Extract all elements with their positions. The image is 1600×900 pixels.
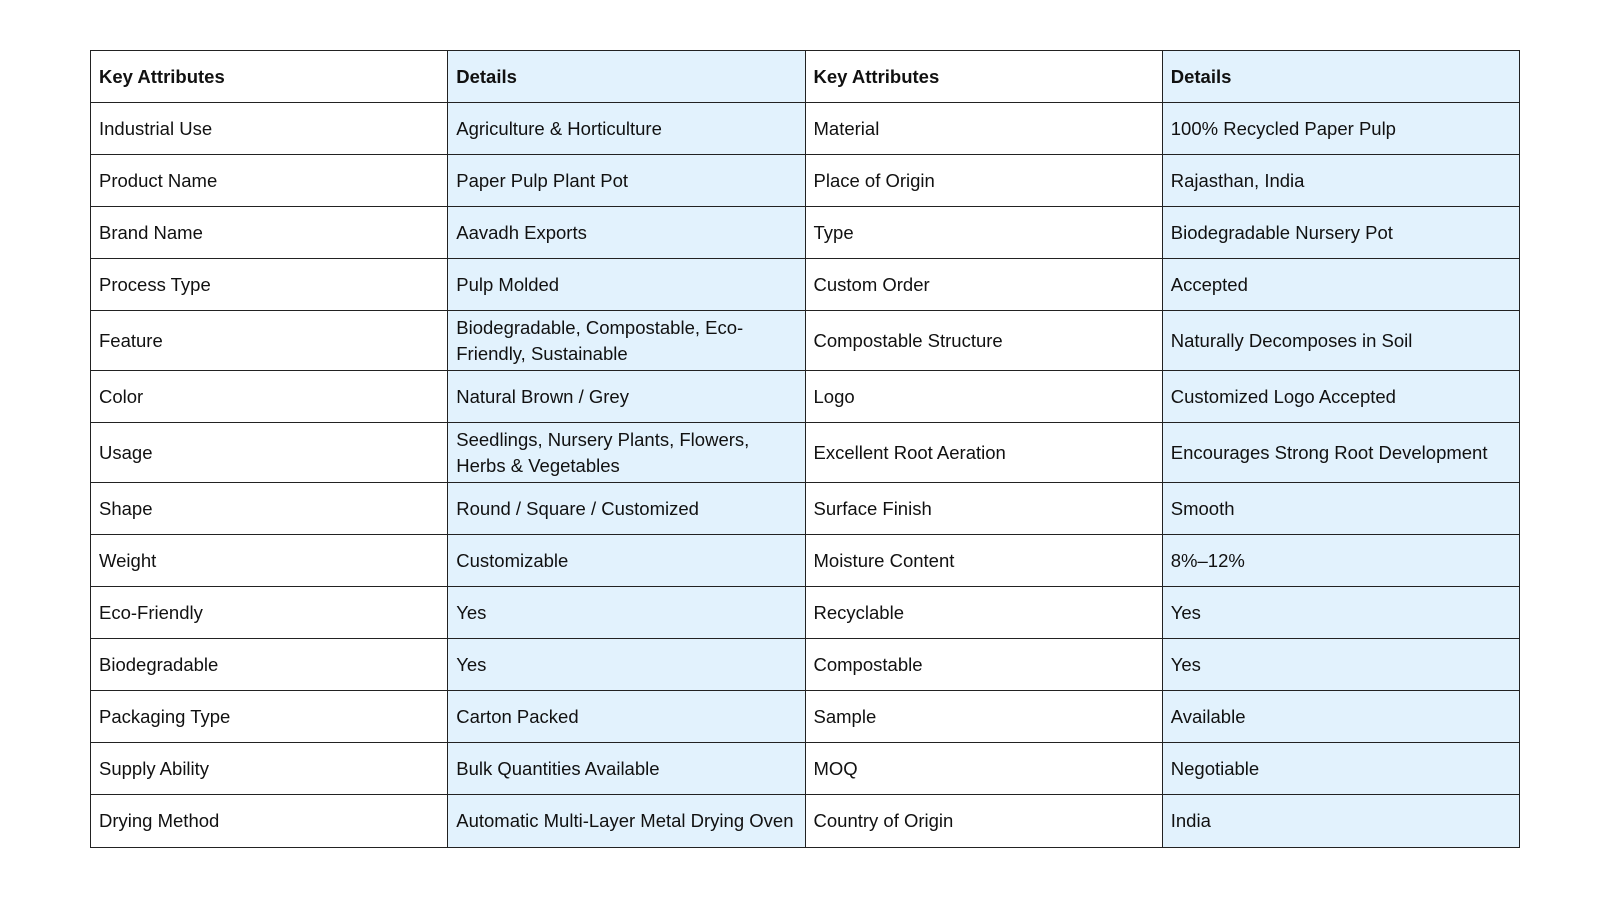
table-row xyxy=(91,155,1520,207)
attribute-value: Carton Packed xyxy=(448,691,805,743)
table-row xyxy=(91,587,1520,639)
attribute-name: Recyclable xyxy=(805,587,1162,639)
attribute-value: Round / Square / Customized xyxy=(448,483,805,535)
header-details-2: Details xyxy=(1162,51,1519,103)
attribute-name: Shape xyxy=(91,483,448,535)
attribute-name: Place of Origin xyxy=(805,155,1162,207)
attribute-name: Feature xyxy=(91,311,448,371)
attribute-value: Pulp Molded xyxy=(448,259,805,311)
attribute-name: Compostable xyxy=(805,639,1162,691)
attribute-name: Industrial Use xyxy=(91,103,448,155)
header-key-attributes-1: Key Attributes xyxy=(91,51,448,103)
attribute-value: Seedlings, Nursery Plants, Flowers, Herbs & Vegetables xyxy=(448,423,805,483)
attribute-value xyxy=(448,795,805,848)
table-row xyxy=(91,639,1520,691)
attribute-name: Moisture Content xyxy=(805,535,1162,587)
table-row xyxy=(91,311,1520,371)
attribute-value: Rajasthan, India xyxy=(1162,155,1519,207)
attribute-value: Smooth xyxy=(1162,483,1519,535)
attribute-name: Supply Ability xyxy=(91,743,448,795)
table-row xyxy=(91,691,1520,743)
table-row xyxy=(91,423,1520,483)
attribute-name: Weight xyxy=(91,535,448,587)
table-row xyxy=(91,483,1520,535)
attribute-value: Encourages Strong Root Development xyxy=(1162,423,1519,483)
attribute-value: Naturally Decomposes in Soil xyxy=(1162,311,1519,371)
table-row xyxy=(91,743,1520,795)
attribute-value: Customizable xyxy=(448,535,805,587)
attribute-name: Biodegradable xyxy=(91,639,448,691)
attribute-name: Material xyxy=(805,103,1162,155)
attribute-name: Surface Finish xyxy=(805,483,1162,535)
attribute-value: 100% Recycled Paper Pulp xyxy=(1162,103,1519,155)
attribute-value: Bulk Quantities Available xyxy=(448,743,805,795)
attribute-name: Compostable Structure xyxy=(805,311,1162,371)
attribute-name: Logo xyxy=(805,371,1162,423)
attribute-value: Biodegradable Nursery Pot xyxy=(1162,207,1519,259)
attribute-value: Agriculture & Horticulture xyxy=(448,103,805,155)
table-row xyxy=(91,535,1520,587)
table-header-row xyxy=(91,51,1520,103)
attribute-name: Brand Name xyxy=(91,207,448,259)
attribute-value: India xyxy=(1162,795,1519,848)
attribute-name: MOQ xyxy=(805,743,1162,795)
attribute-value: Customized Logo Accepted xyxy=(1162,371,1519,423)
attribute-value: Paper Pulp Plant Pot xyxy=(448,155,805,207)
attribute-name: Sample xyxy=(805,691,1162,743)
attribute-value: Yes xyxy=(1162,639,1519,691)
attribute-name: Process Type xyxy=(91,259,448,311)
attribute-name: Packaging Type xyxy=(91,691,448,743)
attribute-value-text: Automatic Multi-Layer Metal Drying Oven xyxy=(456,810,794,831)
attribute-value: 8%–12% xyxy=(1162,535,1519,587)
table-row xyxy=(91,103,1520,155)
attribute-name: Usage xyxy=(91,423,448,483)
attribute-name: Eco-Friendly xyxy=(91,587,448,639)
table-row xyxy=(91,371,1520,423)
attribute-value: Yes xyxy=(448,587,805,639)
table-row xyxy=(91,795,1520,848)
attribute-value: Yes xyxy=(1162,587,1519,639)
attribute-value: Yes xyxy=(448,639,805,691)
header-details-1: Details xyxy=(448,51,805,103)
attribute-name: Drying Method xyxy=(91,795,448,848)
attribute-name: Type xyxy=(805,207,1162,259)
attribute-value: Aavadh Exports xyxy=(448,207,805,259)
attribute-name: Excellent Root Aeration xyxy=(805,423,1162,483)
attribute-name: Country of Origin xyxy=(805,795,1162,848)
table-row xyxy=(91,207,1520,259)
attribute-value: Negotiable xyxy=(1162,743,1519,795)
attribute-name: Custom Order xyxy=(805,259,1162,311)
table-row xyxy=(91,259,1520,311)
attribute-value: Natural Brown / Grey xyxy=(448,371,805,423)
attribute-name: Color xyxy=(91,371,448,423)
attribute-value: Biodegradable, Compostable, Eco-Friendly, Sustainable xyxy=(448,311,805,371)
product-attributes-table xyxy=(90,50,1520,848)
attribute-value: Accepted xyxy=(1162,259,1519,311)
attribute-value: Available xyxy=(1162,691,1519,743)
attribute-name: Product Name xyxy=(91,155,448,207)
header-key-attributes-2: Key Attributes xyxy=(805,51,1162,103)
